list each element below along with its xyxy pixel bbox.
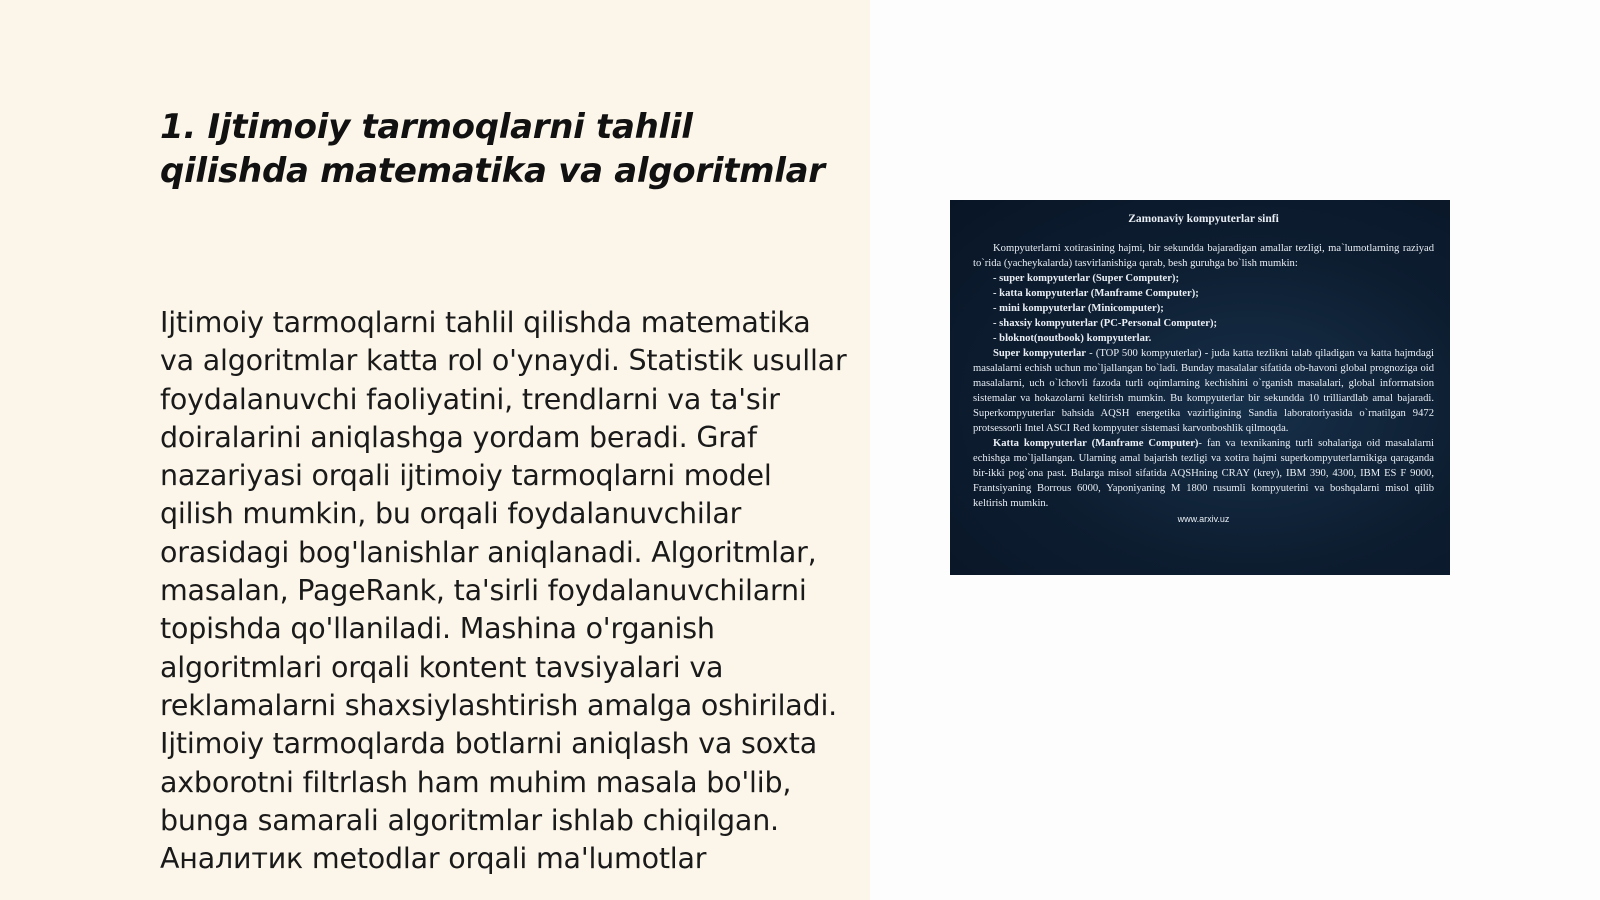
document-intro: Kompyuterlarni xotirasining hajmi, bir sekundda bajaradigan amallar tezligi, ma`lumotlarning raziyad to`rida (yacheykalarda) tasvirlanishiga qarab, besh guruhga bo`lish mumkin: <box>973 243 1434 269</box>
document-image <box>950 200 1450 575</box>
list-item: - bloknot(noutbook) kompyuterlar. <box>993 333 1152 344</box>
list-item: - katta kompyuterlar (Manframe Computer); <box>993 288 1199 299</box>
list-item: - shaxsiy kompyuterlar (PC-Personal Computer); <box>993 318 1218 329</box>
document-paragraph-super <box>973 346 1434 436</box>
document-list <box>973 271 1434 346</box>
super-term: Super kompyuterlar <box>993 348 1086 359</box>
slide-title: 1. Ijtimoiy tarmoqlarni tahlil qilishda matematika va algoritmlar <box>160 107 825 191</box>
document-title: Zamonaviy kompyuterlar sinfi <box>1128 213 1279 225</box>
document-footer: www.arxiv.uz <box>1177 514 1230 524</box>
katta-term: Katta kompyuterlar (Manframe Computer) <box>993 438 1199 449</box>
document-paragraph-katta <box>973 436 1434 511</box>
list-item: - super kompyuterlar (Super Computer); <box>993 273 1179 284</box>
list-item: - mini kompyuterlar (Minicomputer); <box>993 303 1164 314</box>
katta-description: - fan va texnikaning turli sohalariga oid masalalarni echishga mo`ljallangan. Ularning amal bajarish tezligi va xotira hajmi superkompyuterlarnikiga qaraganda bir-ikki pog`ona past. Bularga misol sifatida AQSHning CRAY (krey), IBM 390, 4300, IBM ES F 9000, Frantsiyaning Borrous 6000, Yaponiyaning M 1800 rusumli kompyuterini va boshqalarni misol qilib keltirish mumkin. <box>973 438 1434 509</box>
slide-body-text: Ijtimoiy tarmoqlarni tahlil qilishda matematika va algoritmlar katta rol o'ynaydi. Statistik usullar foydalanuvchi faoliyatini, trendlarni va ta'sir doiralarini aniqlashga yordam beradi. Graf nazariyasi orqali ijtimoiy tarmoqlarni model qilish mumkin, bu orqali foydalanuvchilar orasidagi bog'lanishlar aniqlanadi. Algoritmlar, masalan, PageRank, ta'sirli foydalanuvchilarni topishda qo'llaniladi. Mashina o'rganish algoritmlari orqali kontent tavsiyalari va reklamalarni shaxsiylashtirish amalga oshiriladi. Ijtimoiy tarmoqlarda botlarni aniqlash va soxta axborotni filtrlash ham muhim masala bo'lib, bunga samarali algoritmlar ishlab chiqilgan. Аналитик metodlar orqali ma'lumotlar <box>160 306 847 876</box>
super-description: - (TOP 500 kompyuterlar) - juda katta tezlikni talab qiladigan va katta hajmdagi masalalarni echish uchun mo`ljallangan bo`ladi. Bunday masalalar sifatida ob-havoni global prognoziga oid masalalarni, uch o`lchovli fazoda turli oqimlarning kechishini o`rganish masalalari, global informatsion sistemalar va hokazolarni keltirish mumkin. Bu kompyuterlar bir sekundda 10 trilliardlab amal bajaradi. Superkompyuterlar bahsida AQSH energetika vazirligining Sandia laboratoriyasida o`rnatilgan 9472 protsessorli Intel ASCI Red kompyuter sistemasi karvonboshlik qilmoqda. <box>973 348 1434 434</box>
